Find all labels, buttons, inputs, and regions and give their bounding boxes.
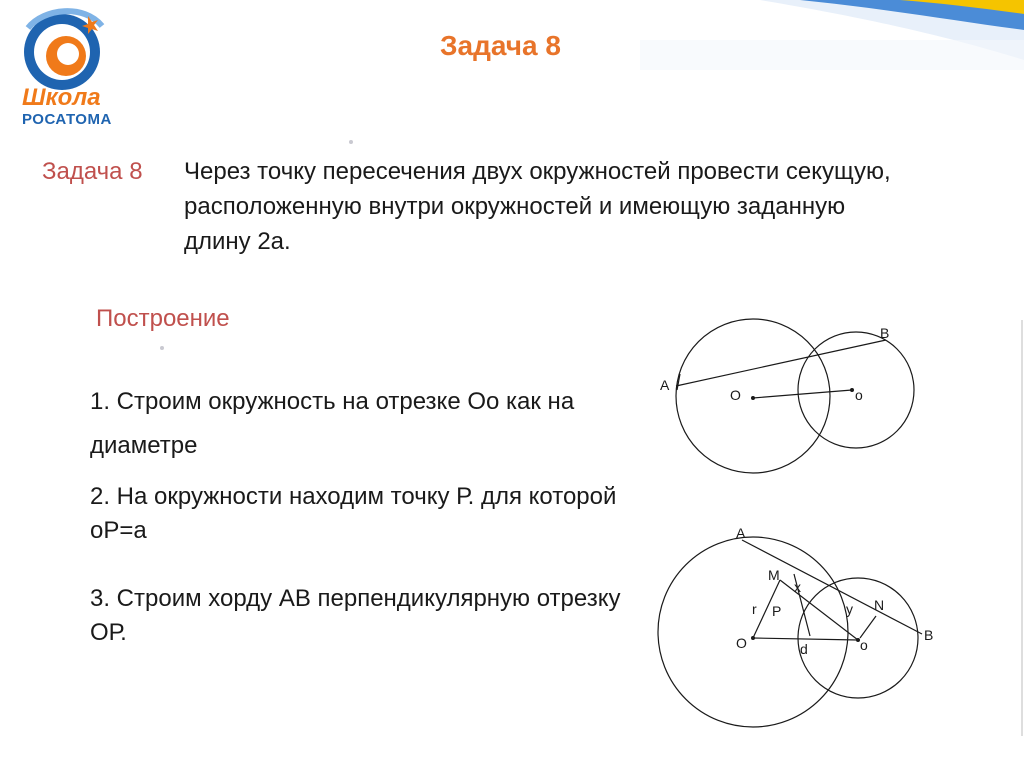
perp-n — [860, 616, 876, 638]
logo-title: Школа — [22, 84, 101, 111]
task-label: Задача 8 — [42, 158, 143, 185]
label-a-top: A — [660, 377, 670, 393]
label-m: M — [768, 567, 780, 583]
decorative-dot — [349, 140, 353, 144]
diagram-top — [660, 319, 914, 473]
label-o-small-bottom: o — [860, 637, 868, 653]
label-p: P — [772, 603, 782, 619]
label-o-big-top: O — [730, 387, 741, 403]
logo-subtitle: РОСАТОМА — [22, 111, 112, 128]
label-o-small-top: o — [855, 387, 863, 403]
label-b-bottom: B — [924, 627, 934, 643]
label-d: d — [800, 641, 808, 657]
label-a-bottom: A — [736, 525, 746, 541]
geometry-diagrams — [640, 316, 1024, 736]
header-decoration — [0, 0, 1024, 140]
step-3: 3. Строим хорду АВ перпендикулярную отрезку ОР. — [90, 585, 621, 646]
construction-heading: Построение — [96, 305, 230, 332]
label-x: x — [794, 579, 801, 595]
segment-oo-bottom — [753, 638, 858, 640]
label-b-top: B — [880, 325, 890, 341]
diagram-bottom — [658, 525, 933, 727]
secant-ab-top — [676, 340, 886, 386]
segment-oo-top — [753, 390, 852, 398]
label-r: r — [752, 601, 757, 617]
label-n: N — [874, 597, 885, 613]
step-1: 1. Строим окружность на отрезке Оо как на диаметре — [90, 388, 575, 459]
slide-title: Задача 8 — [440, 30, 561, 61]
decorative-dot — [160, 346, 164, 350]
task-text: Через точку пересечения двух окружностей провести секущую, расположенную внутри окружностей и имеющую заданную длину 2а. — [184, 158, 891, 255]
label-y: y — [846, 601, 853, 617]
big-circle-bottom — [658, 537, 848, 727]
step-2: 2. На окружности находим точку Р. для которой оР=а — [90, 483, 617, 544]
label-o-big-bottom: O — [736, 635, 747, 651]
